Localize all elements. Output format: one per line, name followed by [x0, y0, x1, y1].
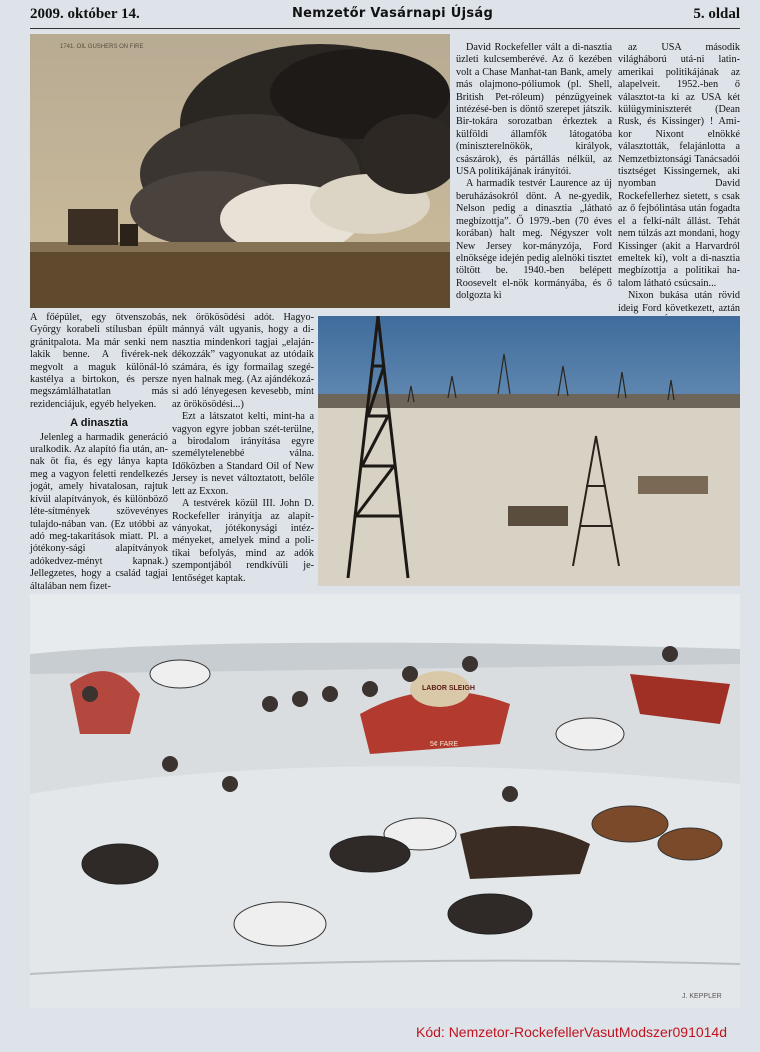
paragraph: Jelenleg a harmadik generáció uralkodik. Az alapító fia után, an-nak öt fia, és egy lánya kapta meg a vagyon feletti rendelkezés jogát, amely hivatalosan, rajtuk kívül alapítványok, és különböző léte-sítmények szövevényes tulajdo-nában van. (Ez utóbbi az adó meg-takarítások miatt. Pl. a jótékony-sági alapítványok adókedvez-ményt kapnak.) Jellegzetes, hogy a család tagjai általában nem fizet-: [30, 431, 168, 592]
paragraph: nek örökösödési adót. Hagyo-mánnyá vált ugyanis, hogy a di-nasztia mindenkori tagjai „elaján-dékozzák” vagyonukat az utódaik számára, és így formailag szegé-nyen halnak meg. (Az ajándékozá-si adó lényegesen kevesebb, mint az örökösödési...): [172, 312, 314, 410]
paragraph: A testvérek közül III. John D. Rockefeller irányítja az alapít-ványokat, jótékonysági intéz-ményeket, amelyek mind a poli-tikai befolyás, mind az adók szempontjából rendkívüli je-lentőséget kaptak.: [172, 498, 314, 584]
paragraph: David Rockefeller vált a di-nasztia üzleti kulcsemberévé. Az ő kezében volt a Chase Manhat-tan Bank, amely más olajmono-póliumok (pl. Shell, British Pet-róleum) pénzügyeinek intézésé-ben is döntő szerepet játszik. Bir-tokára sorozatban érkeztek a külföldi államfők látogatóba (miniszterelnökök, királyok, császárok), és pártállás nélkül, az USA politikájának irányítói.: [456, 42, 612, 178]
article-column-middle: [172, 312, 314, 585]
artist-signature: J. KEPPLER: [682, 993, 722, 1000]
page-number: 5. oldal: [693, 6, 740, 22]
paragraph: A főépület, egy ötvenszobás, György korabeli stílusban épült gránitpalota. Ma már senki nem lakik benne. A fivérek-nek megvolt a maguk különál-ló kastélya a birtokon, és persze megszámlálhatatlan más rezidenciájuk, egyéb helyeken.: [30, 312, 168, 410]
sleigh-fare: 5¢ FARE: [430, 741, 459, 748]
paragraph: Ezt a látszatot kelti, mint-ha a vagyon egyre jobban szét-terülne, a birodalom irányítása egyre személytelenebbé válna. Időközben a Standard Oil of New Jersey is nevet változtatott, belőle lett az Exxon.: [172, 411, 314, 497]
document-code: Kód: Nemzetor-RockefellerVasutModszer091014d: [416, 1024, 728, 1040]
masthead: [30, 6, 740, 29]
oil-derricks-illustration: [318, 316, 740, 586]
photo-caption: 1741. OIL GUSHERS ON FIRE: [60, 44, 144, 50]
sleigh-cartoon: [30, 594, 740, 1008]
paragraph: Nixon bukása után rövid ideig Ford következett, aztán: [618, 290, 740, 314]
newspaper-title: Nemzetőr Vasárnapi Újság: [292, 6, 494, 21]
issue-date: 2009. október 14.: [30, 6, 140, 22]
section-heading: A dinasztia: [70, 417, 128, 430]
article-column-left: [30, 312, 168, 593]
sleigh-race-illustration: [30, 594, 740, 1008]
sleigh-sign: LABOR SLEIGH: [422, 685, 475, 692]
paragraph: A harmadik testvér Laurence az új beruházásokról dönt. A ne-gyedik, Nelson pedig a dinasztia „látható megbízottja”. Ő 1979.-ben (70 éves korában) halt meg. Négyszer volt New Jersey kor-mányzója, Ford elnöksége idején pedig alelnöki tisztet töltött be. 1940.-ben belépett Roosevelt el-nök kormányába, és ő dolgozta ki: [456, 178, 612, 302]
oil-fire-photo: [30, 34, 450, 308]
paragraph: az USA második világháború utá-ni latin-amerikai politikájának az alapelveit. 1952.-ben ő választot-ta ki az USA két külügyminiszterét (Dean Rusk, és Kissinger) ! Ami-kor Nixont elnökké választották, felajánlotta a Nemzetbiztonsági Tanácsadói tisztséget Kissingernek, aki nyomban David Rockefellerhez sietett, s csak az ő fejbólintása után fogadta el a felkí-nált állást. Tehát nem túlzás azt mondani, hogy Kissinger (akit a Harvardról emeltek ki), volt a di-nasztia megbízottja a politikai ha-talom látható csúcsain...: [618, 42, 740, 289]
oil-derricks-photo: [318, 316, 740, 586]
oil-fire-illustration: [30, 34, 450, 308]
article-column-right-1: [456, 42, 612, 303]
